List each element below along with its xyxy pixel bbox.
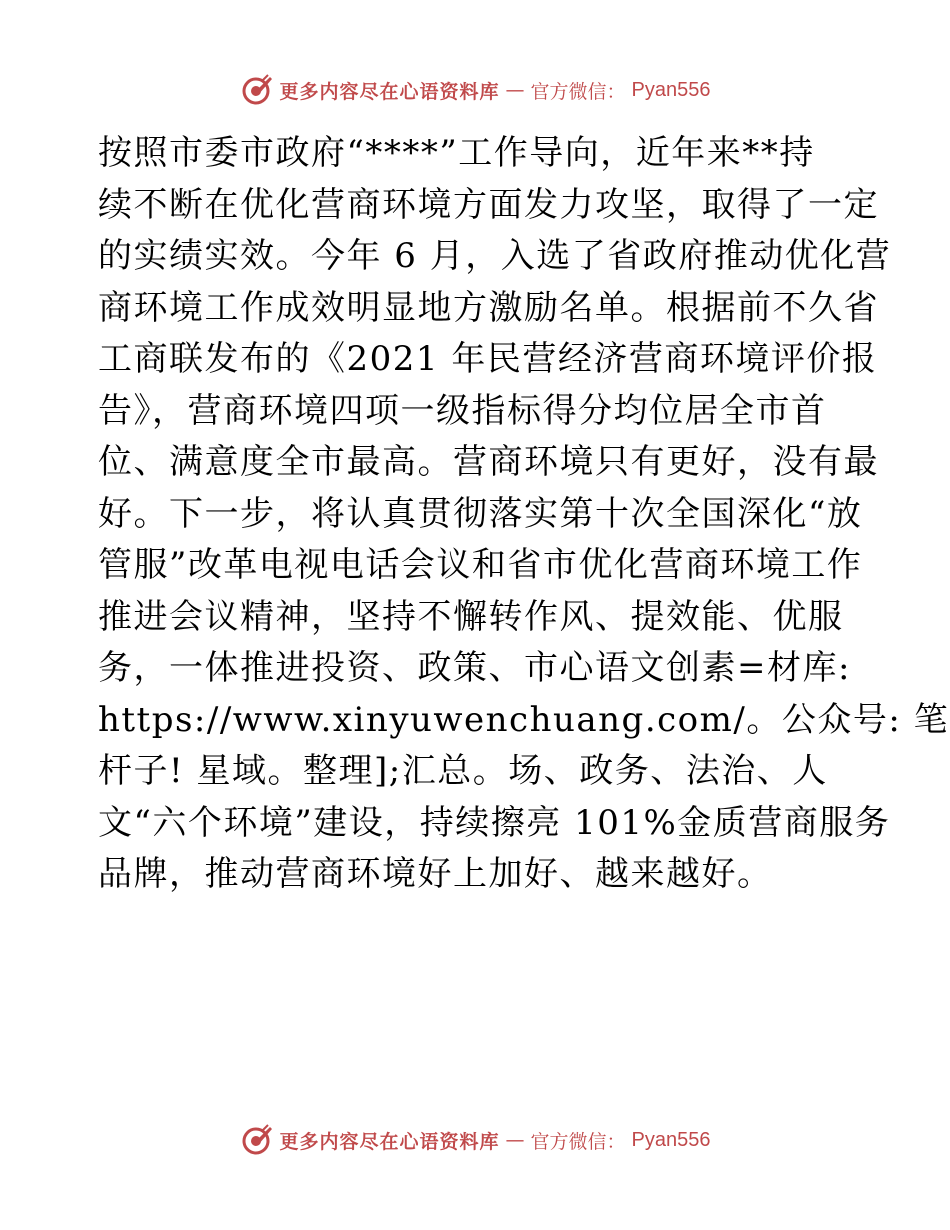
banner-separator: —	[505, 1129, 525, 1151]
body-line: 推进会议精神，坚持不懈转作风、提效能、优服	[98, 596, 844, 637]
body-line: 好。下一步，将认真贯彻落实第十次全国深化“放	[98, 493, 863, 534]
body-line: https://www.xinyuwenchuang.com/。公众号: 笔	[98, 699, 950, 740]
banner-separator: —	[505, 79, 525, 101]
body-line: 管服”改革电视电话会议和省市优化营商环境工作	[98, 545, 863, 585]
body-line: 按照市委市政府“****”工作导向，近年来**持	[98, 133, 815, 173]
body-line: 杆子! 星域。整理];汇总。场、政务、法治、人	[98, 751, 828, 791]
header-banner	[0, 70, 950, 110]
body-line: 的实绩实效。今年 6 月，入选了省政府推动优化营	[98, 236, 892, 276]
banner-title: 更多内容尽在心语资料库	[279, 1130, 500, 1153]
body-line: 务，一体推进投资、政策、市心语文创素=材库:	[98, 648, 851, 688]
quill-pen-logo-icon	[240, 73, 274, 107]
banner-wechat-id: Pyan556	[631, 1128, 711, 1151]
body-line: 商环境工作成效明显地方激励名单。根据前不久省	[98, 287, 879, 328]
body-line: 文“六个环境”建设，持续擦亮 101%金质营商服务	[98, 802, 891, 843]
banner-title: 更多内容尽在心语资料库	[279, 80, 500, 103]
quill-pen-logo-icon	[240, 1123, 274, 1157]
body-line: 工商联发布的《2021 年民营经济营商环境评价报	[98, 339, 878, 379]
body-line: 位、满意度全市最高。营商环境只有更好，没有最	[98, 442, 879, 482]
body-line: 品牌，推动营商环境好上加好、越来越好。	[98, 854, 773, 894]
footer-banner	[0, 1120, 950, 1160]
document-body	[98, 128, 950, 901]
body-line: 告》，营商环境四项一级指标得分均位居全市首	[98, 390, 827, 431]
body-line: 续不断在优化营商环境方面发力攻坚，取得了一定	[98, 184, 879, 225]
banner-wechat-id: Pyan556	[631, 78, 711, 101]
banner-wechat-label: 官方微信：	[530, 80, 626, 103]
banner-wechat-label: 官方微信：	[530, 1130, 626, 1153]
